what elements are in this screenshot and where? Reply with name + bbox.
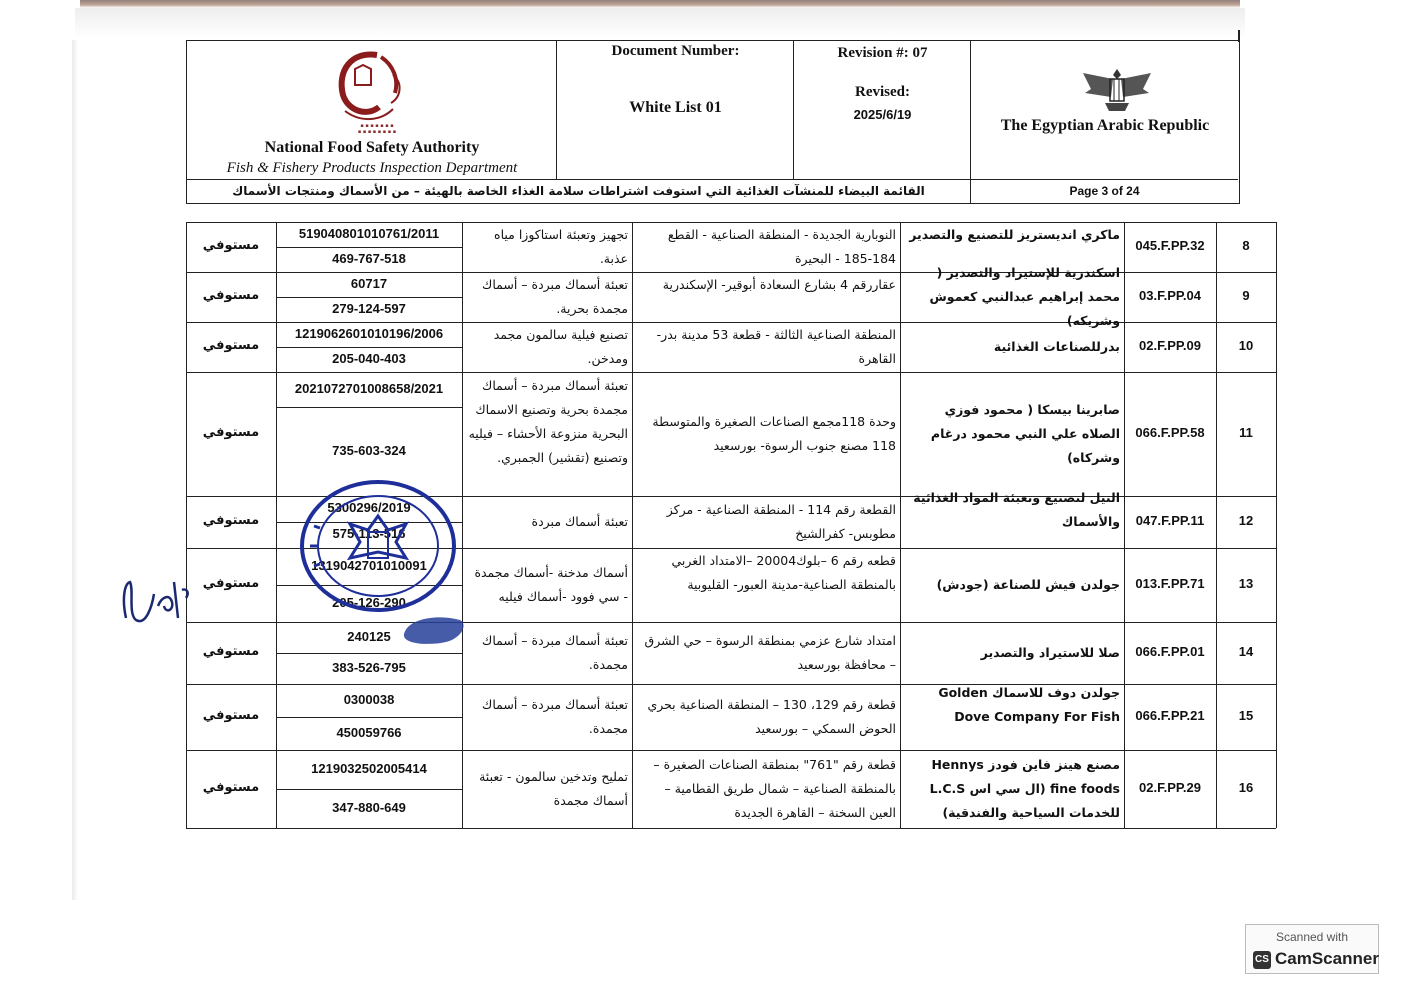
signature-icon bbox=[112, 570, 192, 630]
commercial-register: 2021072701008658/2021 bbox=[294, 380, 444, 396]
commercial-register: 1319042701010091 bbox=[311, 557, 427, 573]
facility-address: عقاررقم 4 بشارع السعادة أبوقير- الإسكندرية bbox=[662, 277, 896, 292]
logo-caption: ▪ ▪ ▪ ▪ ▪ ▪ ▪ ▪ ▪ ▪ ▪ ▪ ▪ ▪ ▪ bbox=[357, 123, 397, 135]
commercial-register: 519040801010761/2011 bbox=[298, 225, 440, 241]
facility-address: القطعة رقم 114 - المنطقة الصناعية - مركز مطوبس- كفرالشيخ bbox=[666, 502, 896, 541]
facility-name: ماكري انديستريز للتصنيع والتصدير bbox=[909, 227, 1120, 242]
arabic-list-title: القائمة البيضاء للمنشآت الغذائية التي استوفت اشتراطات سلامة الغذاء الخاصة بالهيئة – من الأسماك ومنتجات الأسماك bbox=[187, 180, 971, 204]
row-number: 8 bbox=[1242, 238, 1250, 253]
tax-card-number: 347-880-649 bbox=[332, 799, 406, 815]
facility-activity: تعبئة أسماك مبردة – أسماك مجمدة. bbox=[482, 633, 628, 672]
facility-activity: تعبئة أسماك مبردة bbox=[531, 514, 628, 529]
commercial-register: 240125 bbox=[347, 628, 391, 644]
country-name: The Egyptian Arabic Republic bbox=[1000, 117, 1210, 134]
facility-activity: تعبئة أسماك مبردة – أسماك مجمدة. bbox=[482, 697, 628, 736]
registration-code: 02.F.PP.09 bbox=[1139, 338, 1201, 353]
tax-card-number: 575-113-516 bbox=[332, 526, 406, 541]
table-row-divider bbox=[186, 750, 1276, 751]
compliance-status: مستوفي bbox=[202, 576, 260, 591]
facility-activity: تصنيع فيلية سالمون مجمد ومدخن. bbox=[493, 327, 628, 366]
row-number: 10 bbox=[1238, 338, 1254, 353]
commercial-register: 1219062601010196/2006 bbox=[294, 325, 444, 341]
facility-address: قطعه رقم 6 –بلوك20004 –الامتداد الغربي بالمنطقة الصناعية-مدينة العبور- القليوبية bbox=[671, 553, 896, 592]
row-number: 13 bbox=[1238, 576, 1254, 591]
facility-name: اسكندرية للإستيراد والتصدير ( محمد إبراهيم عبدالنبي كعموش وشريكه) bbox=[929, 265, 1120, 328]
compliance-status: مستوفي bbox=[202, 425, 260, 440]
org-name: National Food Safety Authority bbox=[264, 139, 480, 156]
department-name: Fish & Fishery Products Inspection Department bbox=[226, 160, 518, 176]
row-number: 15 bbox=[1238, 708, 1254, 723]
tax-card-number: 205-126-290 bbox=[332, 594, 406, 610]
commercial-register: 1219032502005414 bbox=[311, 760, 427, 776]
table-column-divider bbox=[1276, 222, 1277, 828]
facility-name: بدرللصناعات الغذائية bbox=[993, 339, 1120, 354]
ink-blot-icon bbox=[398, 612, 468, 646]
scan-left-edge bbox=[72, 40, 78, 900]
row-number: 14 bbox=[1238, 644, 1254, 659]
tax-card-number: 735-603-324 bbox=[332, 442, 406, 458]
document-number-cell bbox=[557, 41, 794, 179]
document-number-value: White List 01 bbox=[629, 99, 722, 116]
id-cell-divider bbox=[276, 653, 462, 654]
table-row-divider bbox=[186, 372, 1276, 373]
revised-label: Revised: bbox=[855, 84, 910, 100]
table-column-divider bbox=[276, 222, 277, 828]
compliance-status: مستوفي bbox=[202, 338, 260, 353]
tax-card-number: 469-767-518 bbox=[332, 250, 406, 266]
facility-name: مصنع هينز فاين فودز Hennys fine foods (ال سي اس L.C.S للخدمات السياحية والفندقية) bbox=[929, 757, 1120, 820]
compliance-status: مستوفي bbox=[202, 238, 260, 253]
revision-label: Revision #: 07 bbox=[837, 45, 928, 61]
commercial-register: 60717 bbox=[350, 275, 388, 291]
id-cell-divider bbox=[276, 347, 462, 348]
row-number: 9 bbox=[1242, 288, 1250, 303]
camscanner-logo-icon: CS bbox=[1253, 951, 1271, 969]
page-number: Page 3 of 24 bbox=[1069, 184, 1140, 198]
document-header bbox=[186, 40, 1240, 204]
camscanner-watermark bbox=[1245, 924, 1379, 974]
country-cell bbox=[971, 41, 1239, 179]
nfsa-logo-icon bbox=[315, 47, 415, 132]
facility-address: امتداد شارع عزمي بمنطقة الرسوة – حي الشرق – محافظة بورسعيد bbox=[644, 633, 896, 672]
revised-date: 2025/6/19 bbox=[853, 107, 912, 122]
document-number-label: Document Number: bbox=[611, 43, 740, 59]
id-cell-divider bbox=[276, 247, 462, 248]
table-column-divider bbox=[1124, 222, 1125, 828]
id-cell-divider bbox=[276, 407, 462, 408]
registration-code: 047.F.PP.11 bbox=[1135, 513, 1205, 528]
compliance-status: مستوفي bbox=[202, 288, 260, 303]
facility-address: وحدة 118مجمع الصناعات الصغيرة والمتوسطة 118 مصنع جنوب الرسوة- بورسعيد bbox=[652, 414, 896, 453]
compliance-status: مستوفي bbox=[202, 780, 260, 795]
facility-activity: تعبئة أسماك مبردة – أسماك مجمدة بحرية. bbox=[482, 277, 628, 316]
table-column-divider bbox=[186, 222, 187, 828]
facility-activity: أسماك مدخنة -أسماك مجمدة - سي فوود -أسماك فيليه bbox=[474, 565, 628, 604]
table-row-divider bbox=[186, 828, 1276, 829]
facility-name: النيل لتصنيع وتعبئة المواد الغذائية والأسماك bbox=[913, 490, 1120, 529]
header-title-row bbox=[187, 179, 1238, 204]
registration-code: 03.F.PP.04 bbox=[1139, 288, 1201, 303]
revision-cell bbox=[794, 41, 971, 179]
registration-code: 045.F.PP.32 bbox=[1135, 238, 1205, 253]
facility-activity: تمليح وتدخين سالمون - تعبئة أسماك مجمدة bbox=[479, 769, 628, 808]
facility-activity: تجهيز وتعبئة استاكوزا مياه عذبة. bbox=[494, 227, 628, 266]
authority-cell bbox=[187, 41, 557, 179]
facility-address: المنطقة الصناعية الثالثة - قطعة 53 مدينة بدر-القاهرة bbox=[656, 327, 896, 366]
facility-address: قطعة رقم 129، 130 – المنطقة الصناعية بحري الحوض السمكي – بورسعيد bbox=[647, 697, 896, 736]
facility-address: النوبارية الجديدة - المنطقة الصناعية - القطع 184-185 - البحيرة bbox=[667, 227, 896, 266]
camscanner-text: CamScanner bbox=[1275, 949, 1379, 968]
tax-card-number: 450059766 bbox=[336, 724, 402, 740]
tax-card-number: 383-526-795 bbox=[332, 659, 406, 675]
facility-address: قطعة رقم "761" بمنطقة الصناعات الصغيرة – بالمنطقة الصناعية – شمال طريق القطامية – العين السخنة – القاهرة الجديدة bbox=[653, 757, 896, 820]
registration-code: 066.F.PP.01 bbox=[1135, 644, 1205, 659]
tax-card-number: 279-124-597 bbox=[332, 300, 406, 316]
compliance-status: مستوفي bbox=[202, 513, 260, 528]
registration-code: 013.F.PP.71 bbox=[1135, 576, 1205, 591]
row-number: 12 bbox=[1238, 513, 1254, 528]
registration-code: 066.F.PP.58 bbox=[1135, 425, 1205, 440]
id-cell-divider bbox=[276, 297, 462, 298]
scan-top-edge bbox=[80, 0, 1240, 8]
table-column-divider bbox=[632, 222, 633, 828]
id-cell-divider bbox=[276, 717, 462, 718]
facility-name: صلا للاستيراد والتصدير bbox=[980, 645, 1120, 660]
eagle-emblem-icon bbox=[1081, 63, 1153, 115]
facility-activity: تعبئة أسماك مبردة – أسماك مجمدة بحرية وتصنيع الاسماك البحرية منزوعة الأحشاء – فيليه وتصنيع (تقشير) الجمبري. bbox=[468, 378, 628, 465]
registration-code: 066.F.PP.21 bbox=[1135, 708, 1205, 723]
facility-name: صابرينا بيسكا ( محمود فوزي الصلاه علي النبي محمود درغام وشركاه) bbox=[930, 402, 1120, 465]
table-column-divider bbox=[1216, 222, 1217, 828]
scan-shadow bbox=[75, 8, 1245, 38]
id-cell-divider bbox=[276, 789, 462, 790]
row-number: 11 bbox=[1239, 425, 1253, 440]
commercial-register: 0300038 bbox=[343, 691, 395, 707]
facility-name: جولدن فيش للصناعة (جودش) bbox=[936, 577, 1120, 592]
registration-code: 02.F.PP.29 bbox=[1139, 780, 1201, 795]
commercial-register: 5300296/2019 bbox=[327, 500, 411, 515]
official-stamp-icon bbox=[290, 466, 470, 626]
table-column-divider bbox=[900, 222, 901, 828]
compliance-status: مستوفي bbox=[202, 644, 260, 659]
row-number: 16 bbox=[1238, 780, 1254, 795]
scanned-with-text: Scanned with bbox=[1275, 930, 1349, 944]
facility-name: جولدن دوف للاسماك Golden Dove Company For Fish bbox=[938, 685, 1120, 724]
tax-card-number: 205-040-403 bbox=[332, 350, 406, 366]
compliance-status: مستوفي bbox=[202, 708, 260, 723]
